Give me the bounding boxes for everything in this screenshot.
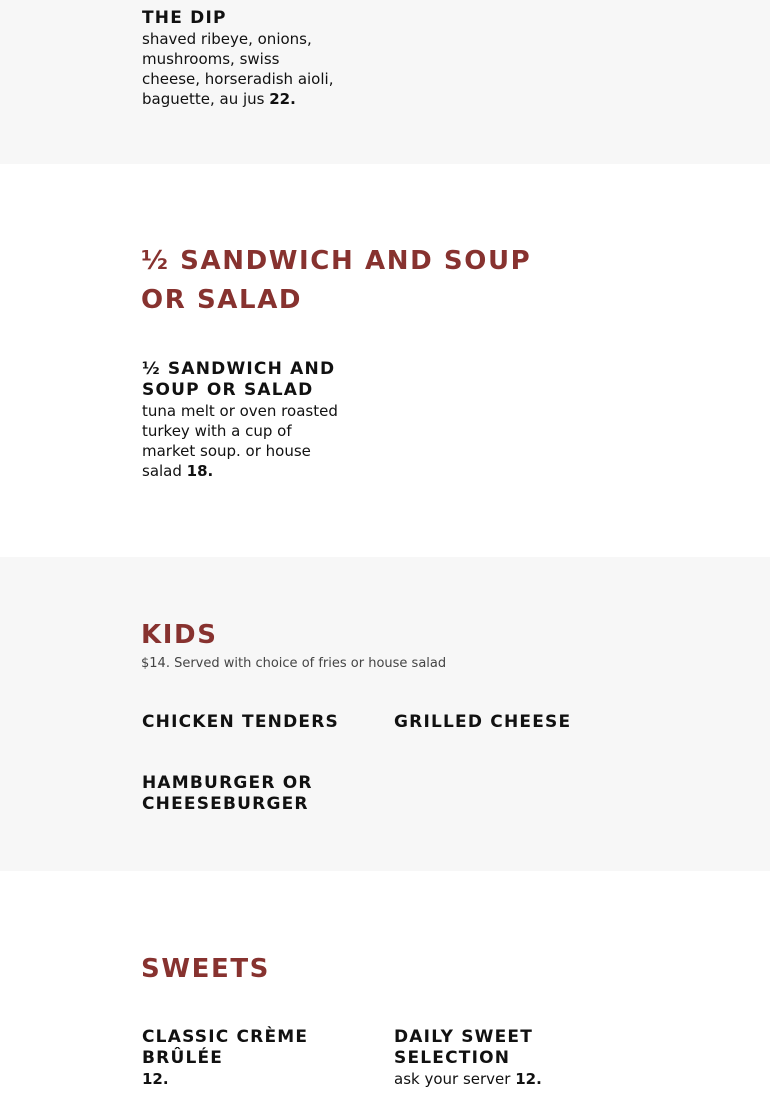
menu-item-name: ½ SANDWICH AND SOUP OR SALAD	[142, 359, 336, 400]
menu-item-grilled-cheese	[394, 712, 594, 733]
kids-section	[0, 557, 770, 871]
menu-item-the-dip	[142, 8, 342, 109]
menu-item-description-text: ask your server	[394, 1070, 511, 1088]
entrees-section	[0, 0, 770, 164]
menu-item-description	[142, 29, 342, 109]
menu-item-name: THE DIP	[142, 8, 227, 28]
section-title: KIDS	[141, 620, 218, 650]
section-title: ½ SANDWICH AND SOUP OR SALAD	[141, 246, 532, 315]
menu-item-description	[394, 1069, 594, 1089]
menu-item-half-sandwich	[142, 359, 342, 481]
menu-item-description	[142, 401, 342, 481]
menu-item-creme-brulee	[142, 1027, 342, 1089]
menu-item-name: HAMBURGER OR CHEESEBURGER	[142, 773, 313, 814]
menu-item-price: 12.	[142, 1070, 169, 1088]
menu-item-name: CLASSIC CRÈME BRÛLÉE	[142, 1027, 309, 1068]
menu-item-hamburger	[142, 773, 342, 815]
menu-item-description	[142, 1069, 342, 1089]
menu-item-price: 22.	[269, 90, 296, 108]
menu-item-chicken-tenders	[142, 712, 342, 733]
menu-item-name: DAILY SWEET SELECTION	[394, 1027, 534, 1068]
menu-item-name: CHICKEN TENDERS	[142, 712, 339, 732]
section-title: SWEETS	[141, 954, 270, 984]
menu-item-name: GRILLED CHEESE	[394, 712, 572, 732]
menu-item-daily-sweet	[394, 1027, 594, 1089]
section-note: $14. Served with choice of fries or house salad	[141, 656, 447, 671]
menu-item-price: 12.	[515, 1070, 542, 1088]
half-sandwich-section	[0, 164, 770, 557]
menu-item-description-text: tuna melt or oven roasted turkey with a cup of market soup. or house salad	[142, 402, 338, 480]
sweets-section	[0, 871, 770, 1119]
menu-item-price: 18.	[186, 462, 214, 480]
menu-item-description-text: shaved ribeye, onions, mushrooms, swiss cheese, horseradish aioli, baguette, au jus	[142, 30, 334, 108]
